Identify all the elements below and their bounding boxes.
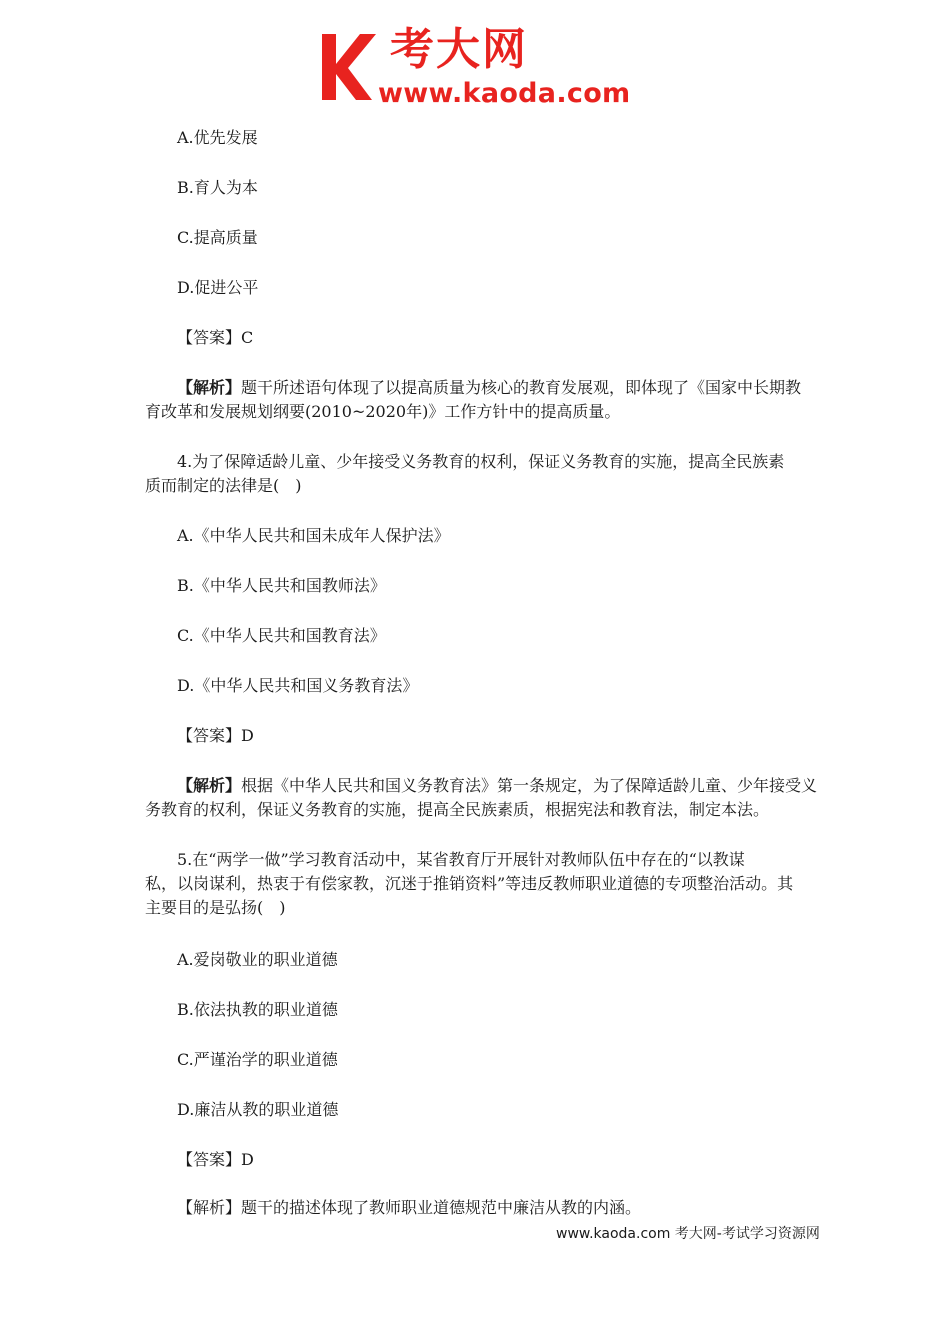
logo-url: www.kaoda.com	[378, 78, 631, 109]
answer-label: 【答案】	[177, 1150, 242, 1169]
answer-value: D	[241, 1150, 254, 1169]
q4-option-d: D.《中华人民共和国义务教育法》	[177, 676, 419, 695]
q4-option-b: B.《中华人民共和国教师法》	[177, 576, 386, 595]
q4-analysis-line2: 务教育的权利，保证义务教育的实施，提高全民族素质，根据宪法和教育法，制定本法。	[145, 800, 770, 819]
q5-option-b: B.依法执教的职业道德	[177, 1000, 338, 1019]
q5-stem-line2: 私，以岗谋利，热衷于有偿家教，沉迷于推销资料”等违反教师职业道德的专项整治活动。其	[145, 874, 794, 893]
k-logo-icon	[318, 30, 380, 104]
q5-stem-line1: 5.在“两学一做”学习教育活动中，某省教育厅开展针对教师队伍中存在的“以教谋	[177, 850, 745, 869]
q3-analysis-line1	[177, 376, 801, 400]
q5-option-c: C.严谨治学的职业道德	[177, 1050, 338, 1069]
answer-label: 【答案】	[177, 726, 242, 745]
analysis-label: 【解析】	[177, 378, 242, 397]
q3-option-d: D.促进公平	[177, 278, 259, 297]
analysis-text: 题干所述语句体现了以提高质量为核心的教育发展观，即体现了《国家中长期教	[241, 378, 802, 397]
analysis-text: 题干的描述体现了教师职业道德规范中廉洁从教的内涵。	[241, 1198, 642, 1217]
answer-label: 【答案】	[177, 328, 242, 347]
q3-option-b: B.育人为本	[177, 178, 258, 197]
q5-option-a: A.爱岗敬业的职业道德	[177, 950, 338, 969]
q5-option-d: D.廉洁从教的职业道德	[177, 1100, 339, 1119]
analysis-text: 根据《中华人民共和国义务教育法》第一条规定，为了保障适龄儿童、少年接受义	[241, 776, 818, 795]
analysis-label: 【解析】	[177, 1198, 242, 1217]
q3-analysis-line2: 育改革和发展规划纲要(2010~2020年)》工作方针中的提高质量。	[145, 402, 621, 421]
q4-option-a: A.《中华人民共和国未成年人保护法》	[177, 526, 450, 545]
q4-stem-line1: 4.为了保障适龄儿童、少年接受义务教育的权利，保证义务教育的实施，提高全民族素	[177, 452, 785, 471]
answer-value: D	[241, 726, 254, 745]
q5-answer	[177, 1148, 254, 1172]
q3-answer	[177, 326, 253, 350]
answer-value: C	[241, 328, 254, 347]
analysis-label: 【解析】	[177, 776, 242, 795]
q4-answer	[177, 724, 254, 748]
page-footer: www.kaoda.com 考大网-考试学习资源网	[556, 1226, 820, 1242]
q4-stem-line2: 质而制定的法律是( )	[145, 476, 302, 495]
kaoda-logo[interactable]	[318, 22, 638, 112]
q3-option-a: A.优先发展	[177, 128, 258, 147]
logo-chinese-name: 考大网	[390, 24, 528, 75]
q5-analysis-line1	[177, 1196, 641, 1220]
q3-option-c: C.提高质量	[177, 228, 258, 247]
q4-option-c: C.《中华人民共和国教育法》	[177, 626, 386, 645]
q4-analysis-line1	[177, 774, 817, 798]
q5-stem-line3: 主要目的是弘扬( )	[145, 898, 286, 917]
